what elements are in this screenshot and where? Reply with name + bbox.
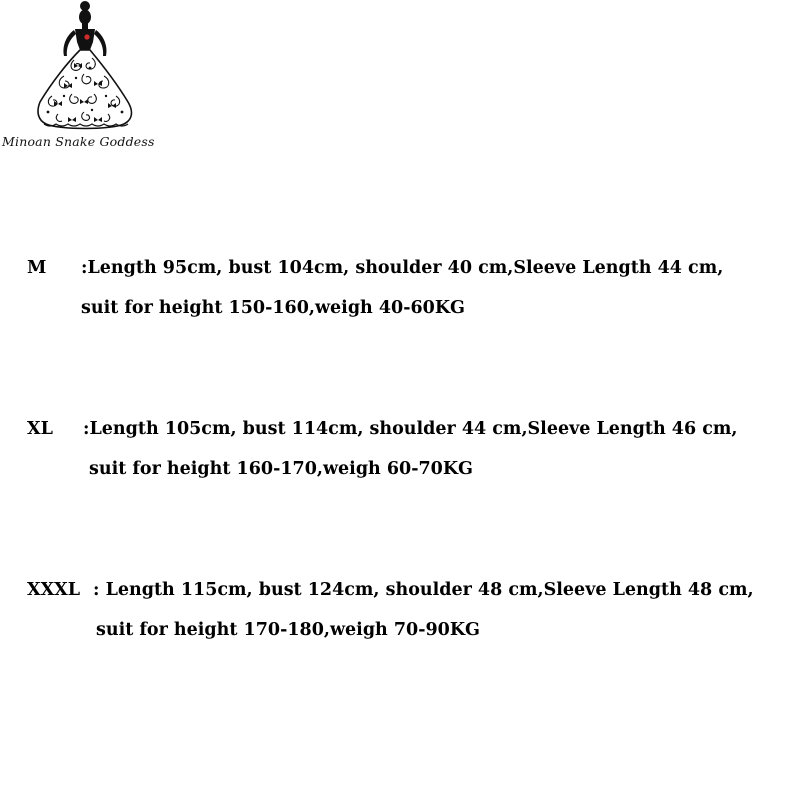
size-fit-info: suit for height 150-160,weigh 40-60KG [81, 298, 465, 318]
size-fit-info: suit for height 160-170,weigh 60-70KG [89, 459, 473, 479]
size-row-xxxl [27, 580, 797, 644]
dress-silhouette-icon [28, 0, 140, 132]
size-measurements: : Length 115cm, bust 124cm, shoulder 48 cm,Sleeve Length 48 cm, [93, 580, 754, 600]
brand-name: Minoan Snake Goddess [2, 134, 155, 149]
size-label: M [27, 258, 47, 278]
brand-logo [0, 0, 175, 155]
size-label: XL [27, 419, 53, 439]
size-row-xl [27, 419, 787, 483]
size-measurements: :Length 95cm, bust 104cm, shoulder 40 cm,Sleeve Length 44 cm, [81, 258, 724, 278]
size-row-m [27, 258, 787, 322]
size-fit-info: suit for height 170-180,weigh 70-90KG [96, 620, 480, 640]
size-label: XXXL [27, 580, 81, 600]
size-measurements: :Length 105cm, bust 114cm, shoulder 44 cm,Sleeve Length 46 cm, [83, 419, 738, 439]
